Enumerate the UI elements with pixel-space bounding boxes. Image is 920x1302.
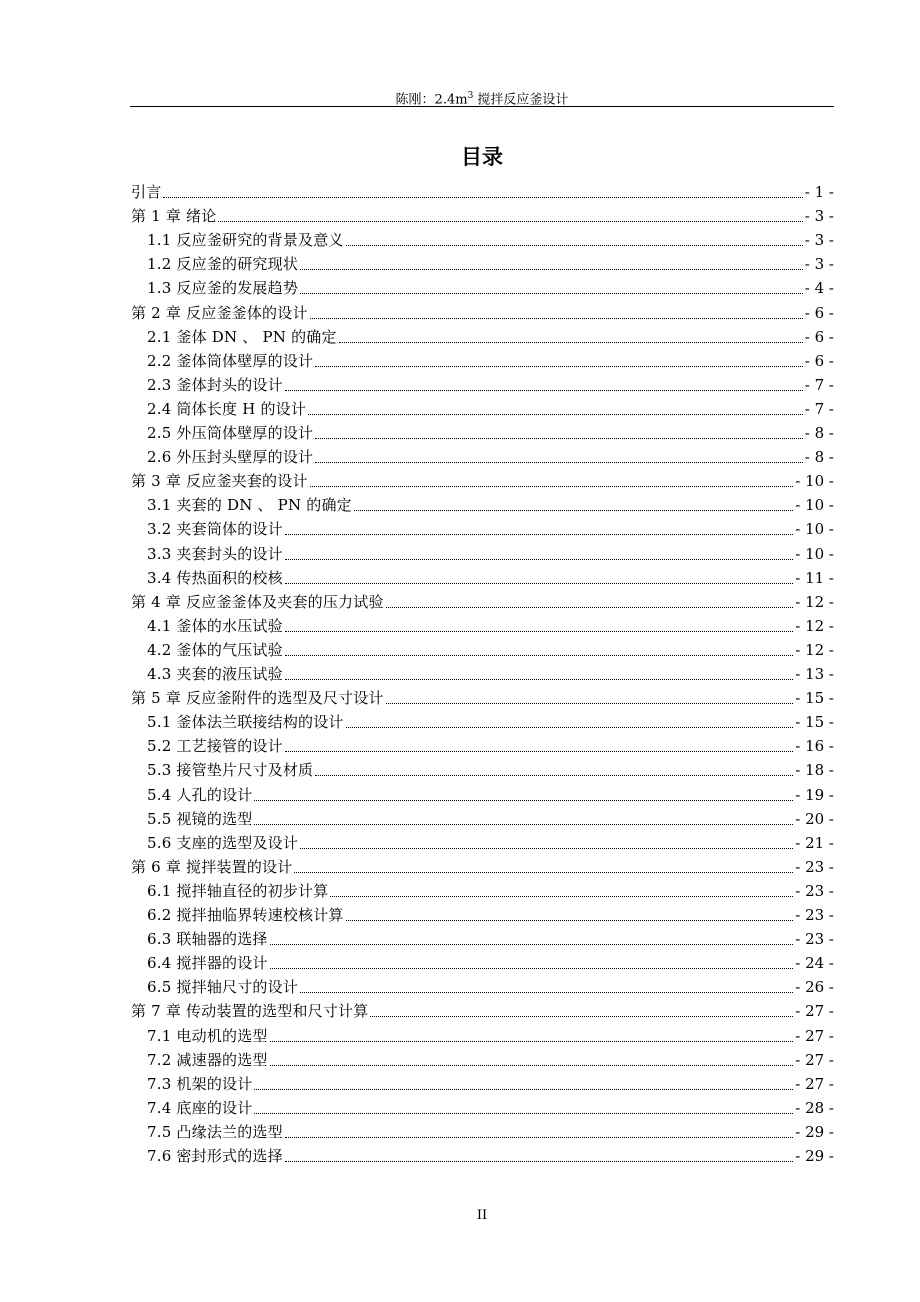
toc-section-entry[interactable] — [147, 252, 834, 276]
toc-section-entry[interactable] — [147, 783, 834, 807]
toc-entry-page: - 6 - — [804, 351, 834, 370]
toc-entry-page: - 29 - — [795, 1122, 834, 1141]
toc-title: 目录 — [461, 145, 503, 169]
toc-entry-label: 5.4 人孔的设计 — [147, 785, 253, 804]
toc-entry-label: 5.3 接管垫片尺寸及材质 — [147, 761, 314, 780]
toc-chapter-entry[interactable] — [131, 204, 834, 228]
toc-entry-label: 1.3 反应釜的发展趋势 — [147, 279, 299, 298]
toc-entry-page: - 23 - — [795, 906, 834, 924]
toc-dot-leader — [310, 301, 803, 325]
toc-dot-leader — [310, 469, 794, 493]
toc-dot-leader — [300, 276, 803, 300]
toc-dot-leader — [346, 710, 794, 734]
toc-dot-leader — [285, 662, 793, 686]
toc-dot-leader — [386, 686, 794, 710]
toc-entry-label: 5.1 釜体法兰联接结构的设计 — [147, 713, 344, 732]
toc-entry-page: - 27 - — [795, 1026, 834, 1045]
toc-section-entry[interactable] — [147, 1048, 834, 1072]
toc-dot-leader — [285, 542, 793, 566]
toc-dot-leader — [354, 493, 793, 517]
toc-entry-label: 2.4 筒体长度 H 的设计 — [147, 399, 307, 418]
toc-dot-leader — [163, 180, 802, 204]
toc-entry-page: - 21 - — [795, 833, 834, 852]
toc-dot-leader — [330, 879, 793, 903]
toc-entry-page: - 3 - — [804, 231, 834, 250]
toc-entry-label: 3.4 传热面积的校核 — [147, 568, 283, 587]
toc-entry-label: 4.3 夹套的液压试验 — [147, 665, 283, 683]
toc-dot-leader — [270, 1024, 794, 1048]
toc-section-entry[interactable] — [147, 397, 834, 421]
toc-entry-label: 1.2 反应釜的研究现状 — [147, 255, 299, 274]
toc-section-entry[interactable] — [147, 879, 834, 903]
toc-entry-label: 7.2 减速器的选型 — [147, 1050, 268, 1069]
toc-chapter-entry[interactable] — [131, 686, 834, 710]
toc-section-entry[interactable] — [147, 903, 834, 927]
toc-entry-label: 7.6 密封形式的选择 — [147, 1147, 283, 1165]
toc-entry-label: 5.6 支座的选型及设计 — [147, 833, 299, 852]
toc-dot-leader — [315, 758, 793, 782]
toc-entry-page: - 26 - — [795, 978, 834, 997]
toc-entry-page: - 27 - — [795, 1002, 834, 1021]
toc-dot-leader — [285, 638, 793, 662]
toc-dot-leader — [254, 783, 793, 807]
toc-dot-leader — [285, 566, 793, 590]
toc-dot-leader — [346, 903, 794, 927]
toc-entry-page: - 4 - — [804, 279, 834, 298]
header-text-suffix: 搅拌反应釜设计 — [473, 92, 569, 108]
toc-entry-page: - 7 - — [804, 375, 834, 394]
toc-entry-label: 6.5 搅拌轴尺寸的设计 — [147, 978, 299, 997]
toc-entry-page: - 23 - — [795, 881, 834, 900]
toc-section-entry[interactable] — [147, 542, 834, 566]
toc-entry-label: 7.1 电动机的选型 — [147, 1026, 268, 1045]
toc-entry-label: 2.2 釜体筒体壁厚的设计 — [147, 351, 314, 370]
toc-chapter-entry[interactable] — [131, 180, 834, 204]
toc-entry-page: - 19 - — [795, 785, 834, 804]
toc-section-entry[interactable] — [147, 758, 834, 782]
toc-section-entry[interactable] — [147, 325, 834, 349]
toc-section-entry[interactable] — [147, 228, 834, 252]
toc-section-entry[interactable] — [147, 831, 834, 855]
toc-entry-page: - 3 - — [804, 207, 834, 226]
toc-section-entry[interactable] — [147, 975, 834, 999]
toc-section-entry[interactable] — [147, 1096, 834, 1120]
page-header — [130, 86, 834, 106]
toc-dot-leader — [300, 252, 803, 276]
toc-dot-leader — [254, 1072, 793, 1096]
toc-entry-label: 2.6 外压封头壁厚的设计 — [147, 448, 314, 467]
toc-entry-page: - 27 - — [795, 1074, 834, 1093]
toc-entry-page: - 23 - — [795, 930, 834, 949]
toc-section-entry[interactable] — [147, 1120, 834, 1144]
toc-entry-page: - 16 - — [795, 737, 834, 756]
header-rule — [130, 106, 834, 107]
toc-chapter-entry[interactable] — [131, 469, 834, 493]
toc-dot-leader — [300, 831, 793, 855]
toc-entry-page: - 10 - — [795, 544, 834, 563]
toc-dot-leader — [300, 975, 793, 999]
toc-entry-page: - 15 - — [795, 713, 834, 732]
toc-entry-label: 5.2 工艺接管的设计 — [147, 737, 283, 756]
toc-entry-page: - 1 - — [804, 183, 834, 201]
toc-entry-label: 3.1 夹套的 DN 、 PN 的确定 — [147, 496, 352, 515]
toc-section-entry[interactable] — [147, 807, 834, 831]
toc-entry-page: - 29 - — [795, 1147, 834, 1165]
toc-dot-leader — [285, 1144, 793, 1168]
toc-entry-page: - 27 - — [795, 1050, 834, 1069]
toc-section-entry[interactable] — [147, 614, 834, 638]
toc-dot-leader — [285, 373, 803, 397]
toc-entry-label: 第 6 章 搅拌装置的设计 — [131, 857, 293, 876]
toc-entry-label: 3.2 夹套筒体的设计 — [147, 520, 283, 539]
toc-dot-leader — [370, 999, 793, 1023]
toc-entry-label: 2.3 釜体封头的设计 — [147, 375, 283, 394]
toc-entry-label: 6.2 搅拌抽临界转速校核计算 — [147, 906, 344, 924]
toc-entry-label: 5.5 视镜的选型 — [147, 809, 253, 828]
toc-chapter-entry[interactable] — [131, 590, 834, 614]
toc-entry-page: - 6 - — [804, 303, 834, 322]
toc-entry-label: 2.1 釜体 DN 、 PN 的确定 — [147, 327, 337, 346]
toc-section-entry[interactable] — [147, 662, 834, 686]
toc-entry-label: 3.3 夹套封头的设计 — [147, 544, 283, 563]
toc-entry-label: 2.5 外压筒体壁厚的设计 — [147, 424, 314, 442]
toc-chapter-entry[interactable] — [131, 301, 834, 325]
toc-dot-leader — [270, 927, 794, 951]
toc-entry-page: - 10 - — [795, 520, 834, 539]
toc-entry-page: - 11 - — [795, 568, 834, 587]
toc-dot-leader — [285, 614, 793, 638]
toc-dot-leader — [315, 421, 803, 445]
toc-section-entry[interactable] — [147, 566, 834, 590]
toc-section-entry[interactable] — [147, 1144, 834, 1168]
toc-dot-leader — [339, 325, 803, 349]
toc-entry-page: - 8 - — [804, 424, 834, 442]
toc-dot-leader — [308, 397, 803, 421]
toc-entry-label: 6.4 搅拌器的设计 — [147, 954, 268, 973]
toc-entry-label: 第 4 章 反应釜釜体及夹套的压力试验 — [131, 592, 384, 611]
toc-dot-leader — [270, 1048, 794, 1072]
toc-entry-label: 第 7 章 传动装置的选型和尺寸计算 — [131, 1002, 369, 1021]
toc-entry-page: - 7 - — [804, 399, 834, 418]
toc-chapter-entry[interactable] — [131, 999, 834, 1023]
toc-dot-leader — [285, 517, 793, 541]
toc-entry-page: - 18 - — [795, 761, 834, 780]
toc-entry-label: 6.3 联轴器的选择 — [147, 930, 268, 949]
toc-entry-page: - 12 - — [795, 616, 834, 635]
toc-section-entry[interactable] — [147, 349, 834, 373]
toc-entry-label: 7.5 凸缘法兰的选型 — [147, 1122, 283, 1141]
toc-entry-page: - 3 - — [804, 255, 834, 274]
toc-section-entry[interactable] — [147, 927, 834, 951]
toc-entry-page: - 12 - — [795, 592, 834, 611]
toc-entry-label: 第 5 章 反应釜附件的选型及尺寸设计 — [131, 689, 384, 708]
toc-entry-label: 1.1 反应釜研究的背景及意义 — [147, 231, 344, 250]
toc-section-entry[interactable] — [147, 276, 834, 300]
header-text-prefix: 陈刚：2.4m — [395, 92, 468, 108]
toc-dot-leader — [315, 445, 803, 469]
toc-section-entry[interactable] — [147, 421, 834, 445]
toc-entry-label: 6.1 搅拌轴直径的初步计算 — [147, 881, 329, 900]
toc-entry-label: 7.4 底座的设计 — [147, 1098, 253, 1117]
toc-dot-leader — [218, 204, 802, 228]
toc-entry-label: 第 2 章 反应釜釜体的设计 — [131, 303, 308, 322]
page-number: II — [476, 1208, 488, 1223]
toc-entry-label: 引言 — [131, 183, 162, 201]
toc-dot-leader — [315, 349, 803, 373]
toc-dot-leader — [346, 228, 803, 252]
toc-entry-page: - 15 - — [795, 689, 834, 708]
toc-entry-page: - 13 - — [795, 665, 834, 683]
header-text-superscript: 3 — [467, 91, 474, 101]
toc-entry-page: - 23 - — [795, 857, 834, 876]
toc-entry-label: 4.2 釜体的气压试验 — [147, 640, 283, 659]
toc-dot-leader — [285, 734, 793, 758]
toc-dot-leader — [386, 590, 794, 614]
toc-dot-leader — [294, 855, 793, 879]
toc-dot-leader — [270, 951, 794, 975]
toc-section-entry[interactable] — [147, 1072, 834, 1096]
toc-entry-label: 第 3 章 反应釜夹套的设计 — [131, 472, 308, 491]
toc-section-entry[interactable] — [147, 951, 834, 975]
toc-dot-leader — [285, 1120, 793, 1144]
toc-entry-page: - 10 - — [795, 472, 834, 491]
toc-entry-label: 第 1 章 绪论 — [131, 207, 217, 226]
toc-chapter-entry[interactable] — [131, 855, 834, 879]
toc-dot-leader — [254, 1096, 793, 1120]
toc-entry-label: 7.3 机架的设计 — [147, 1074, 253, 1093]
toc-section-entry[interactable] — [147, 493, 834, 517]
toc-section-entry[interactable] — [147, 1024, 834, 1048]
toc-section-entry[interactable] — [147, 638, 834, 662]
toc-section-entry[interactable] — [147, 517, 834, 541]
toc-entry-page: - 24 - — [795, 954, 834, 973]
toc-entry-page: - 20 - — [795, 809, 834, 828]
toc-section-entry[interactable] — [147, 373, 834, 397]
toc-entry-page: - 28 - — [795, 1098, 834, 1117]
toc-entry-page: - 12 - — [795, 640, 834, 659]
toc-section-entry[interactable] — [147, 710, 834, 734]
toc-dot-leader — [254, 807, 793, 831]
toc-section-entry[interactable] — [147, 445, 834, 469]
toc-entry-page: - 8 - — [804, 448, 834, 467]
toc-entry-label: 4.1 釜体的水压试验 — [147, 616, 283, 635]
toc-entry-page: - 10 - — [795, 496, 834, 515]
toc-section-entry[interactable] — [147, 734, 834, 758]
toc-entry-page: - 6 - — [804, 327, 834, 346]
